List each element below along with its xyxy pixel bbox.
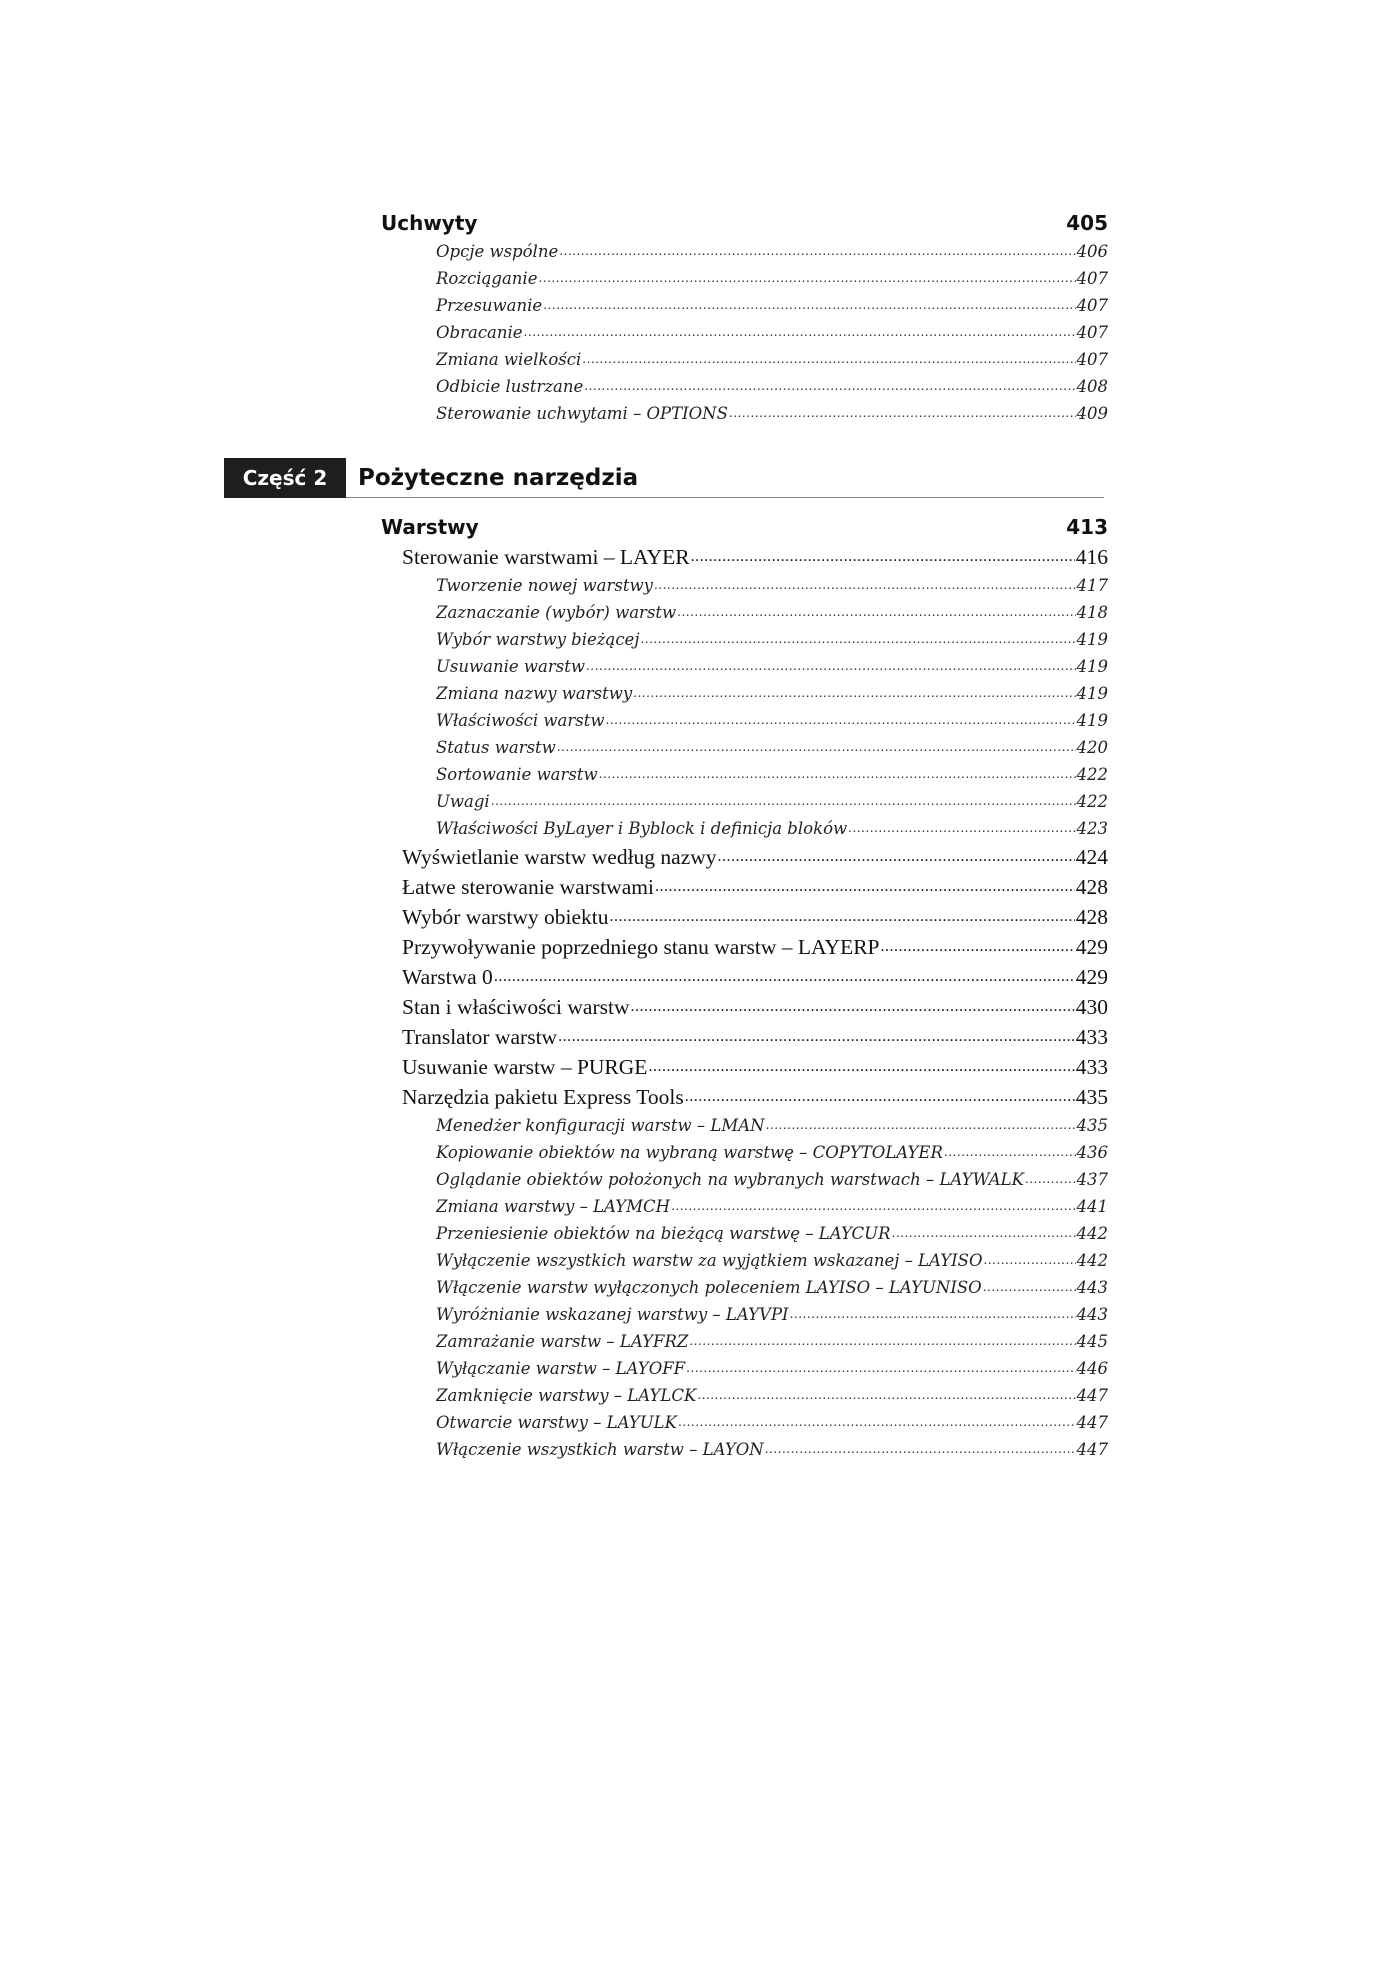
toc-entry-page: 442: [1076, 1224, 1108, 1243]
toc-entry-page: 443: [1076, 1278, 1108, 1297]
part-divider: [346, 497, 1104, 498]
toc-entry-page: 408: [1076, 377, 1108, 396]
toc-entry-page: 416: [1075, 545, 1108, 569]
toc-leader-dots: [766, 1112, 1076, 1139]
toc-entry-title: Zmiana nazwy warstwy: [436, 684, 633, 703]
toc-section-warstwy: [381, 512, 1108, 1463]
toc-leader-dots: [983, 1274, 1076, 1301]
toc-entry-page: 430: [1075, 995, 1108, 1019]
toc-leader-dots: [491, 788, 1076, 815]
toc-entry: [436, 1274, 1108, 1301]
section-heading-title: Uchwyty: [381, 211, 478, 235]
toc-entry: [402, 962, 1108, 992]
toc-leader-dots: [685, 1082, 1075, 1112]
toc-entry-page: 407: [1076, 350, 1108, 369]
toc-entry: [402, 1082, 1108, 1112]
toc-entry-page: 423: [1076, 819, 1108, 838]
toc-leader-dots: [790, 1301, 1076, 1328]
toc-leader-dots: [678, 1409, 1076, 1436]
toc-entry: [436, 1166, 1108, 1193]
toc-entry: [402, 992, 1108, 1022]
toc-entry-page: 429: [1075, 965, 1108, 989]
toc-entry-title: Wybór warstwy bieżącej: [436, 630, 640, 649]
toc-entry-title: Narzędzia pakietu Express Tools: [402, 1085, 684, 1109]
toc-entry: [436, 1247, 1108, 1274]
toc-leader-dots: [586, 653, 1076, 680]
toc-entry: [436, 1355, 1108, 1382]
toc-entry: [436, 572, 1108, 599]
toc-leader-dots: [559, 238, 1075, 265]
toc-entry-title: Menedżer konfiguracji warstw – LMAN: [436, 1116, 765, 1135]
toc-entry-page: 445: [1076, 1332, 1108, 1351]
toc-entry-page: 447: [1076, 1440, 1108, 1459]
toc-leader-dots: [558, 1022, 1075, 1052]
toc-entry-title: Zamrażanie warstw – LAYFRZ: [436, 1332, 689, 1351]
toc-entry-page: 407: [1076, 323, 1108, 342]
toc-leader-dots: [599, 761, 1076, 788]
toc-entry: [436, 373, 1108, 400]
toc-entry-title: Włączenie warstw wyłączonych poleceniem LAYISO – LAYUNISO: [436, 1278, 982, 1297]
toc-leader-dots: [984, 1247, 1076, 1274]
toc-entry-page: 428: [1075, 875, 1108, 899]
toc-entry: [436, 292, 1108, 319]
toc-leader-dots: [881, 932, 1075, 962]
toc-leader-dots: [606, 707, 1076, 734]
toc-entry: [436, 265, 1108, 292]
toc-entry-page: 433: [1075, 1025, 1108, 1049]
toc-entry-title: Wyświetlanie warstw według nazwy: [402, 845, 717, 869]
toc-entry: [436, 1328, 1108, 1355]
toc-entry-title: Rozciąganie: [436, 269, 538, 288]
toc-entry: [436, 599, 1108, 626]
toc-entry-title: Opcje wspólne: [436, 242, 559, 261]
toc-entry-title: Zamknięcie warstwy – LAYLCK: [436, 1386, 697, 1405]
toc-entry-title: Translator warstw: [402, 1025, 558, 1049]
toc-entry-title: Status warstw: [436, 738, 556, 757]
toc-entry: [436, 1193, 1108, 1220]
toc-entry-page: 442: [1076, 1251, 1108, 1270]
toc-entry-title: Otwarcie warstwy – LAYULK: [436, 1413, 677, 1432]
part-title: Pożyteczne narzędzia: [358, 465, 639, 491]
toc-entry-title: Sterowanie uchwytami – OPTIONS: [436, 404, 728, 423]
toc-entry-page: 428: [1075, 905, 1108, 929]
toc-entry: [402, 902, 1108, 932]
toc-entry-page: 447: [1076, 1386, 1108, 1405]
toc-entry-page: 441: [1076, 1197, 1108, 1216]
toc-entry-page: 407: [1076, 269, 1108, 288]
toc-entry-page: 406: [1076, 242, 1108, 261]
toc-leader-dots: [729, 400, 1076, 427]
toc-entry: [436, 707, 1108, 734]
part-label: Część 2: [224, 458, 346, 498]
toc-entry-title: Włączenie wszystkich warstw – LAYON: [436, 1440, 764, 1459]
toc-leader-dots: [848, 815, 1075, 842]
toc-entry-page: 409: [1076, 404, 1108, 423]
toc-entry-title: Odbicie lustrzane: [436, 377, 584, 396]
toc-entry: [436, 1301, 1108, 1328]
toc-entry: [436, 400, 1108, 427]
toc-leader-dots: [677, 599, 1075, 626]
toc-entry: [436, 788, 1108, 815]
toc-leader-dots: [648, 1052, 1074, 1082]
toc-leader-dots: [582, 346, 1075, 373]
toc-leader-dots: [494, 962, 1075, 992]
toc-leader-dots: [524, 319, 1076, 346]
toc-leader-dots: [944, 1139, 1076, 1166]
toc-entry-title: Wyróżnianie wskazanej warstwy – LAYVPI: [436, 1305, 789, 1324]
toc-leader-dots: [543, 292, 1075, 319]
toc-entry-title: Obracanie: [436, 323, 523, 342]
toc-entry-page: 447: [1076, 1413, 1108, 1432]
toc-entry-title: Przeniesienie obiektów na bieżącą warstwę – LAYCUR: [436, 1224, 891, 1243]
toc-entry-title: Przesuwanie: [436, 296, 543, 315]
toc-leader-dots: [584, 373, 1075, 400]
toc-entry-title: Zmiana warstwy – LAYMCH: [436, 1197, 671, 1216]
toc-leader-dots: [654, 572, 1076, 599]
toc-leader-dots: [538, 265, 1075, 292]
toc-entry-page: 418: [1076, 603, 1108, 622]
toc-entry-title: Wyłączanie warstw – LAYOFF: [436, 1359, 686, 1378]
toc-entry-page: 420: [1076, 738, 1108, 757]
toc-leader-dots: [689, 1328, 1075, 1355]
section-heading: [381, 208, 1108, 238]
section-heading-title: Warstwy: [381, 515, 479, 539]
toc-entry: [436, 680, 1108, 707]
toc-entry-title: Uwagi: [436, 792, 490, 811]
toc-entry: [402, 872, 1108, 902]
toc-entry-page: 419: [1076, 657, 1108, 676]
toc-entry: [436, 761, 1108, 788]
toc-entry-page: 436: [1076, 1143, 1108, 1162]
toc-entry-page: 422: [1076, 792, 1108, 811]
toc-entry-title: Stan i właściwości warstw: [402, 995, 630, 1019]
toc-entry-title: Usuwanie warstw: [436, 657, 585, 676]
toc-entry: [436, 1436, 1108, 1463]
toc-entry-title: Zmiana wielkości: [436, 350, 582, 369]
toc-entry: [402, 542, 1108, 572]
toc-leader-dots: [765, 1436, 1076, 1463]
toc-entry: [402, 842, 1108, 872]
toc-leader-dots: [718, 842, 1075, 872]
toc-entry: [436, 1409, 1108, 1436]
toc-entry-title: Łatwe sterowanie warstwami: [402, 875, 654, 899]
toc-leader-dots: [631, 992, 1075, 1022]
toc-entry-title: Oglądanie obiektów położonych na wybranych warstwach – LAYWALK: [436, 1170, 1024, 1189]
toc-entry-page: 443: [1076, 1305, 1108, 1324]
toc-leader-dots: [686, 1355, 1075, 1382]
toc-entry: [436, 734, 1108, 761]
toc-entry-page: 437: [1076, 1170, 1108, 1189]
toc-entry-page: 419: [1076, 684, 1108, 703]
toc-entry-page: 419: [1076, 630, 1108, 649]
toc-leader-dots: [633, 680, 1075, 707]
toc-entry-page: 435: [1076, 1116, 1108, 1135]
toc-entry-title: Zaznaczanie (wybór) warstw: [436, 603, 677, 622]
toc-entry: [436, 815, 1108, 842]
toc-entry: [436, 238, 1108, 265]
toc-section-uchwyty: [381, 208, 1108, 427]
toc-entry-title: Wybór warstwy obiektu: [402, 905, 609, 929]
toc-leader-dots: [671, 1193, 1075, 1220]
toc-entry-title: Przywoływanie poprzedniego stanu warstw – LAYERP: [402, 935, 880, 959]
section-heading: [381, 512, 1108, 542]
toc-entry-page: 407: [1076, 296, 1108, 315]
toc-entry-page: 429: [1075, 935, 1108, 959]
toc-entry-page: 433: [1075, 1055, 1108, 1079]
toc-entry: [436, 1220, 1108, 1247]
toc-entry-page: 422: [1076, 765, 1108, 784]
toc-entry: [436, 1139, 1108, 1166]
toc-entry: [402, 932, 1108, 962]
toc-entry-title: Właściwości ByLayer i Byblock i definicja bloków: [436, 819, 848, 838]
section-heading-page: 413: [1066, 515, 1108, 539]
toc-leader-dots: [655, 872, 1075, 902]
toc-entry-page: 424: [1075, 845, 1108, 869]
toc-leader-dots: [1025, 1166, 1076, 1193]
toc-leader-dots: [610, 902, 1075, 932]
toc-entry: [402, 1022, 1108, 1052]
toc-entry-page: 435: [1075, 1085, 1108, 1109]
toc-leader-dots: [697, 1382, 1075, 1409]
toc-leader-dots: [892, 1220, 1076, 1247]
toc-entry-title: Usuwanie warstw – PURGE: [402, 1055, 648, 1079]
toc-entry-page: 446: [1076, 1359, 1108, 1378]
toc-entry-page: 417: [1076, 576, 1108, 595]
toc-leader-dots: [640, 626, 1075, 653]
toc-entry: [436, 626, 1108, 653]
toc-leader-dots: [691, 542, 1075, 572]
toc-leader-dots: [557, 734, 1076, 761]
toc-entry-title: Sterowanie warstwami – LAYER: [402, 545, 690, 569]
toc-entry: [436, 1382, 1108, 1409]
toc-entry-title: Tworzenie nowej warstwy: [436, 576, 653, 595]
toc-entry-page: 419: [1076, 711, 1108, 730]
toc-entry-title: Warstwa 0: [402, 965, 493, 989]
toc-entry-title: Właściwości warstw: [436, 711, 605, 730]
toc-entry-title: Kopiowanie obiektów na wybraną warstwę – COPYTOLAYER: [436, 1143, 943, 1162]
section-heading-page: 405: [1066, 211, 1108, 235]
toc-entry-list: [381, 542, 1108, 1463]
toc-entry-title: Sortowanie warstw: [436, 765, 598, 784]
toc-entry: [436, 319, 1108, 346]
toc-entry: [436, 1112, 1108, 1139]
part-header: [224, 458, 1104, 498]
toc-entry: [402, 1052, 1108, 1082]
toc-entry-list: [381, 238, 1108, 427]
toc-entry-title: Wyłączenie wszystkich warstw za wyjątkiem wskazanej – LAYISO: [436, 1251, 983, 1270]
toc-entry: [436, 346, 1108, 373]
toc-entry: [436, 653, 1108, 680]
